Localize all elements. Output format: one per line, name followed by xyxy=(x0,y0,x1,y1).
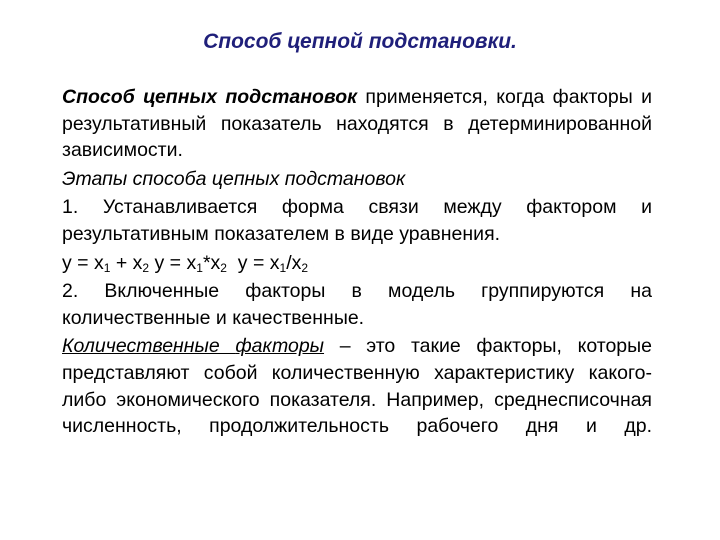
definition-text: применяется, когда факторы и результативный показатель находятся в детерминированной зависимости. xyxy=(62,86,652,162)
step-2: 2. Включенные факторы в модель группируются на количественные и качественные. xyxy=(62,280,652,329)
formula-sum: $y = x_1 + x_2$ xyxy=(62,251,150,275)
stages-heading: Этапы способа цепных подстановок xyxy=(62,167,406,190)
term-factors: факторы xyxy=(235,335,325,358)
paragraph-definition xyxy=(62,84,652,164)
formula-ratio: $y = x_1/x_2$ xyxy=(226,251,309,275)
formula-product: $y = x_1*x_2$ xyxy=(149,251,227,275)
step-1: 1. Устанавливается форма связи между фактором и результативным показателем в виде уравнения. xyxy=(62,196,652,245)
term-chain-substitution: Способ цепных подстановок xyxy=(62,86,358,108)
slide-body xyxy=(62,84,652,442)
term-quantitative: Количественные xyxy=(62,335,236,358)
paragraph-quantitative-factors xyxy=(62,333,652,439)
formulas-line xyxy=(62,250,652,277)
quantitative-definition-text: – это такие факторы, которые представляют собой количественную характеристику какого-либо экономического показателя. Например, среднесписочная численность, продолжительность рабочего дня и др. xyxy=(62,335,652,438)
slide-title: Способ цепной подстановки. xyxy=(203,30,517,53)
